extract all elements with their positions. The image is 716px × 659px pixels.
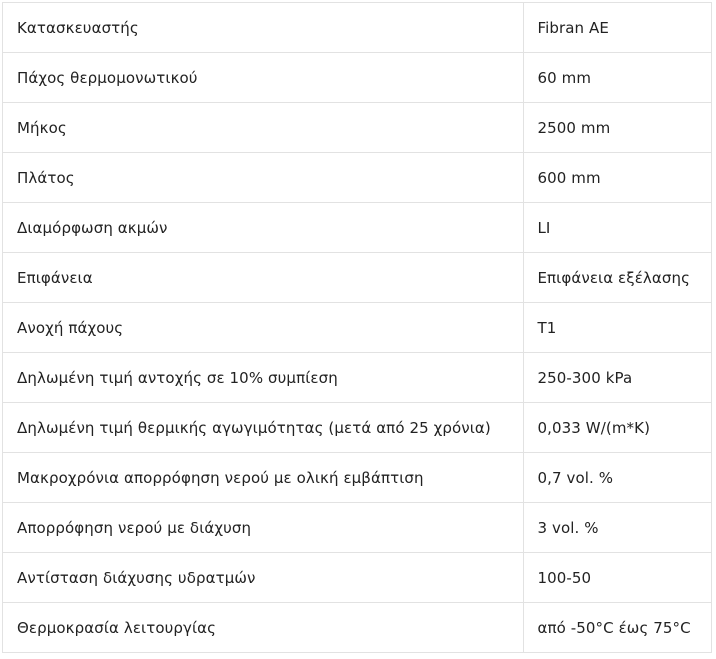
spec-value: Fibran AE bbox=[524, 3, 712, 53]
table-row bbox=[3, 253, 712, 303]
spec-value: 250-300 kPa bbox=[524, 353, 712, 403]
spec-value: T1 bbox=[524, 303, 712, 353]
spec-value: 0,033 W/(m*K) bbox=[524, 403, 712, 453]
spec-label: Ανοχή πάχους bbox=[3, 303, 524, 353]
spec-value: 0,7 vol. % bbox=[524, 453, 712, 503]
spec-label: Διαμόρφωση ακμών bbox=[3, 203, 524, 253]
spec-label: Απορρόφηση νερού με διάχυση bbox=[3, 503, 524, 553]
spec-value: LI bbox=[524, 203, 712, 253]
spec-label: Μήκος bbox=[3, 103, 524, 153]
spec-label: Αντίσταση διάχυσης υδρατμών bbox=[3, 553, 524, 603]
table-row bbox=[3, 103, 712, 153]
spec-label: Πάχος θερμομονωτικού bbox=[3, 53, 524, 103]
table-row bbox=[3, 453, 712, 503]
spec-value: από -50°C έως 75°C bbox=[524, 603, 712, 653]
spec-label: Θερμοκρασία λειτουργίας bbox=[3, 603, 524, 653]
table-row bbox=[3, 603, 712, 653]
spec-value: 2500 mm bbox=[524, 103, 712, 153]
table-row bbox=[3, 553, 712, 603]
spec-label: Δηλωμένη τιμή αντοχής σε 10% συμπίεση bbox=[3, 353, 524, 403]
table-row bbox=[3, 153, 712, 203]
table-row bbox=[3, 353, 712, 403]
table-row bbox=[3, 53, 712, 103]
spec-value: 3 vol. % bbox=[524, 503, 712, 553]
table-row bbox=[3, 3, 712, 53]
spec-label: Δηλωμένη τιμή θερμικής αγωγιμότητας (μετά από 25 χρόνια) bbox=[3, 403, 524, 453]
table-row bbox=[3, 403, 712, 453]
spec-value: 100-50 bbox=[524, 553, 712, 603]
spec-label: Κατασκευαστής bbox=[3, 3, 524, 53]
product-specifications-table bbox=[2, 2, 712, 653]
table-row bbox=[3, 203, 712, 253]
spec-label: Επιφάνεια bbox=[3, 253, 524, 303]
spec-label: Πλάτος bbox=[3, 153, 524, 203]
spec-value: 600 mm bbox=[524, 153, 712, 203]
table-row bbox=[3, 503, 712, 553]
spec-label: Μακροχρόνια απορρόφηση νερού με ολική εμβάπτιση bbox=[3, 453, 524, 503]
table-row bbox=[3, 303, 712, 353]
spec-value: 60 mm bbox=[524, 53, 712, 103]
spec-value: Επιφάνεια εξέλασης bbox=[524, 253, 712, 303]
